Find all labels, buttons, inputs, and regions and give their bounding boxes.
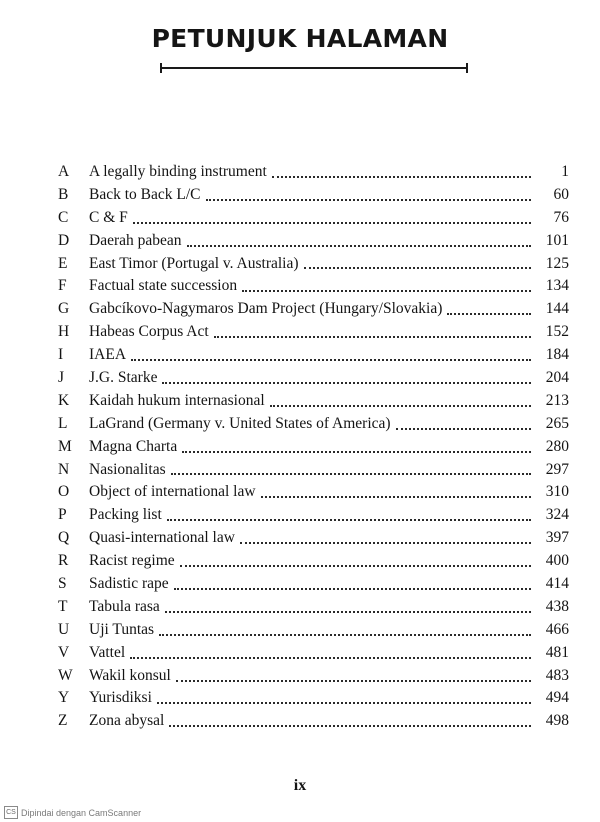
toc-label: Zona abysal — [89, 712, 165, 730]
toc-letter: Z — [58, 712, 68, 730]
dot-leader — [130, 656, 531, 659]
dot-leader — [214, 335, 531, 338]
toc-label: Object of international law — [89, 483, 256, 501]
toc-label: A legally binding instrument — [89, 163, 267, 180]
toc-entry — [89, 367, 569, 390]
toc-row — [0, 253, 600, 276]
toc-row — [0, 321, 600, 344]
toc-row — [0, 710, 600, 733]
toc-entry — [89, 687, 569, 710]
toc-page-number: 76 — [553, 208, 569, 226]
toc-entry — [89, 321, 569, 344]
dot-leader — [447, 312, 531, 315]
toc-label: Back to Back L/C — [89, 185, 201, 203]
toc-label: Packing list — [89, 506, 162, 524]
toc-entry — [89, 344, 569, 367]
toc-letter: W — [58, 666, 73, 684]
title-underline — [160, 67, 468, 69]
toc-entry — [89, 275, 569, 298]
toc-entry — [89, 573, 569, 596]
toc-entry — [89, 459, 569, 482]
dot-leader — [174, 587, 531, 590]
toc-page-number: 101 — [545, 231, 569, 249]
toc-entry — [89, 298, 569, 321]
toc-page-number: 400 — [545, 552, 569, 570]
toc-label: C & F — [89, 208, 128, 226]
scanner-watermark — [4, 806, 141, 819]
dot-leader — [171, 472, 531, 475]
toc-row — [0, 275, 600, 298]
toc-page-number: 310 — [545, 483, 569, 501]
toc-label: Sadistic rape — [89, 575, 169, 593]
toc-label: Racist regime — [89, 552, 175, 570]
dot-leader — [187, 244, 531, 247]
toc-row — [0, 436, 600, 459]
toc-page-number: 481 — [545, 643, 569, 661]
table-of-contents — [0, 161, 600, 733]
toc-label: J.G. Starke — [89, 369, 158, 387]
camscanner-icon: CS — [4, 806, 18, 819]
toc-entry — [89, 230, 569, 253]
toc-page-number: 280 — [545, 437, 569, 455]
toc-entry — [89, 413, 569, 436]
toc-row — [0, 619, 600, 642]
toc-row — [0, 596, 600, 619]
toc-letter: E — [58, 254, 68, 272]
toc-page-number: 125 — [545, 254, 569, 272]
toc-letter: V — [58, 643, 70, 661]
toc-row — [0, 413, 600, 436]
toc-row — [0, 390, 600, 413]
toc-letter: Q — [58, 529, 70, 547]
dot-leader — [159, 633, 531, 636]
toc-row — [0, 573, 600, 596]
toc-entry — [89, 184, 569, 207]
dot-leader — [165, 610, 531, 613]
dot-leader — [169, 724, 531, 727]
toc-label: Daerah pabean — [89, 231, 182, 249]
toc-letter: C — [58, 208, 69, 226]
toc-entry — [89, 504, 569, 527]
toc-row — [0, 481, 600, 504]
dot-leader — [180, 564, 531, 567]
toc-letter: U — [58, 620, 70, 638]
toc-page-number: 152 — [545, 323, 569, 341]
toc-row — [0, 665, 600, 688]
dot-leader — [157, 701, 531, 704]
toc-label: Habeas Corpus Act — [89, 323, 209, 341]
toc-letter: S — [58, 575, 67, 593]
toc-row — [0, 504, 600, 527]
dot-leader — [167, 518, 531, 521]
toc-row — [0, 550, 600, 573]
toc-letter: I — [58, 346, 64, 364]
toc-label: Nasionalitas — [89, 460, 166, 478]
toc-letter: L — [58, 414, 68, 432]
dot-leader — [131, 358, 531, 361]
toc-letter: G — [58, 300, 70, 318]
toc-entry — [89, 710, 569, 733]
toc-letter: A — [58, 163, 70, 180]
toc-page-number: 483 — [545, 666, 569, 684]
toc-page-number: 184 — [545, 346, 569, 364]
toc-row — [0, 161, 600, 184]
toc-label: Factual state succession — [89, 277, 238, 295]
toc-page-number: 438 — [545, 597, 569, 615]
toc-label: Wakil konsul — [89, 666, 171, 684]
dot-leader — [182, 450, 531, 453]
toc-page-number: 324 — [545, 506, 569, 524]
toc-label: Magna Charta — [89, 437, 178, 455]
dot-leader — [133, 221, 531, 224]
toc-page-number: 60 — [553, 185, 569, 203]
toc-row — [0, 642, 600, 665]
toc-label: Kaidah hukum internasional — [89, 391, 265, 409]
toc-entry — [89, 619, 569, 642]
toc-row — [0, 367, 600, 390]
toc-entry — [89, 596, 569, 619]
toc-entry — [89, 550, 569, 573]
dot-leader — [270, 404, 531, 407]
dot-leader — [304, 266, 531, 269]
toc-letter: H — [58, 323, 70, 341]
toc-label: Quasi-international law — [89, 529, 235, 547]
toc-letter: M — [58, 437, 72, 455]
toc-page-number: 204 — [545, 369, 569, 387]
toc-label: Yurisdiksi — [89, 689, 152, 707]
toc-label: Vattel — [89, 643, 126, 661]
toc-row — [0, 230, 600, 253]
toc-page-number: 414 — [545, 575, 569, 593]
toc-label: Uji Tuntas — [89, 620, 155, 638]
toc-row — [0, 459, 600, 482]
toc-page-number: 213 — [545, 391, 569, 409]
toc-label: LaGrand (Germany v. United States of America) — [89, 414, 391, 432]
dot-leader — [240, 541, 531, 544]
toc-letter: D — [58, 231, 70, 249]
toc-letter: N — [58, 460, 70, 478]
toc-row — [0, 344, 600, 367]
dot-leader — [162, 381, 531, 384]
toc-entry — [89, 481, 569, 504]
dot-leader — [272, 175, 531, 178]
toc-entry — [89, 390, 569, 413]
toc-label: Gabcíkovo-Nagymaros Dam Project (Hungary/Slovakia) — [89, 300, 443, 318]
dot-leader — [242, 289, 531, 292]
toc-entry — [89, 253, 569, 276]
toc-page-number: 494 — [545, 689, 569, 707]
scanner-text: Dipindai dengan CamScanner — [21, 807, 142, 818]
toc-page-number: 498 — [545, 712, 569, 730]
toc-letter: Y — [58, 689, 70, 707]
toc-letter: F — [58, 277, 67, 295]
toc-letter: O — [58, 483, 70, 501]
toc-letter: R — [58, 552, 69, 570]
toc-label: East Timor (Portugal v. Australia) — [89, 254, 299, 272]
toc-row — [0, 184, 600, 207]
toc-entry — [89, 436, 569, 459]
dot-leader — [206, 198, 532, 201]
toc-page-number: 466 — [545, 620, 569, 638]
dot-leader — [396, 427, 531, 430]
toc-entry — [89, 207, 569, 230]
toc-letter: J — [58, 369, 65, 387]
toc-label: IAEA — [89, 346, 127, 364]
toc-page-number: 265 — [545, 414, 569, 432]
toc-row — [0, 207, 600, 230]
page-title: PETUNJUK HALAMAN — [151, 24, 449, 53]
dot-leader — [261, 495, 531, 498]
toc-letter: P — [58, 506, 67, 524]
toc-row — [0, 298, 600, 321]
toc-label: Tabula rasa — [89, 597, 160, 615]
toc-letter: B — [58, 185, 69, 203]
toc-row — [0, 527, 600, 550]
toc-page-number: 134 — [545, 277, 569, 295]
toc-page-number: 397 — [545, 529, 569, 547]
page-number: ix — [293, 777, 307, 794]
toc-letter: T — [58, 597, 68, 615]
toc-page-number: 1 — [561, 163, 569, 180]
toc-page-number: 297 — [545, 460, 569, 478]
toc-entry — [89, 161, 569, 184]
dot-leader — [176, 679, 531, 682]
toc-page-number: 144 — [545, 300, 569, 318]
toc-entry — [89, 527, 569, 550]
toc-row — [0, 687, 600, 710]
toc-entry — [89, 665, 569, 688]
toc-letter: K — [58, 391, 70, 409]
toc-entry — [89, 642, 569, 665]
